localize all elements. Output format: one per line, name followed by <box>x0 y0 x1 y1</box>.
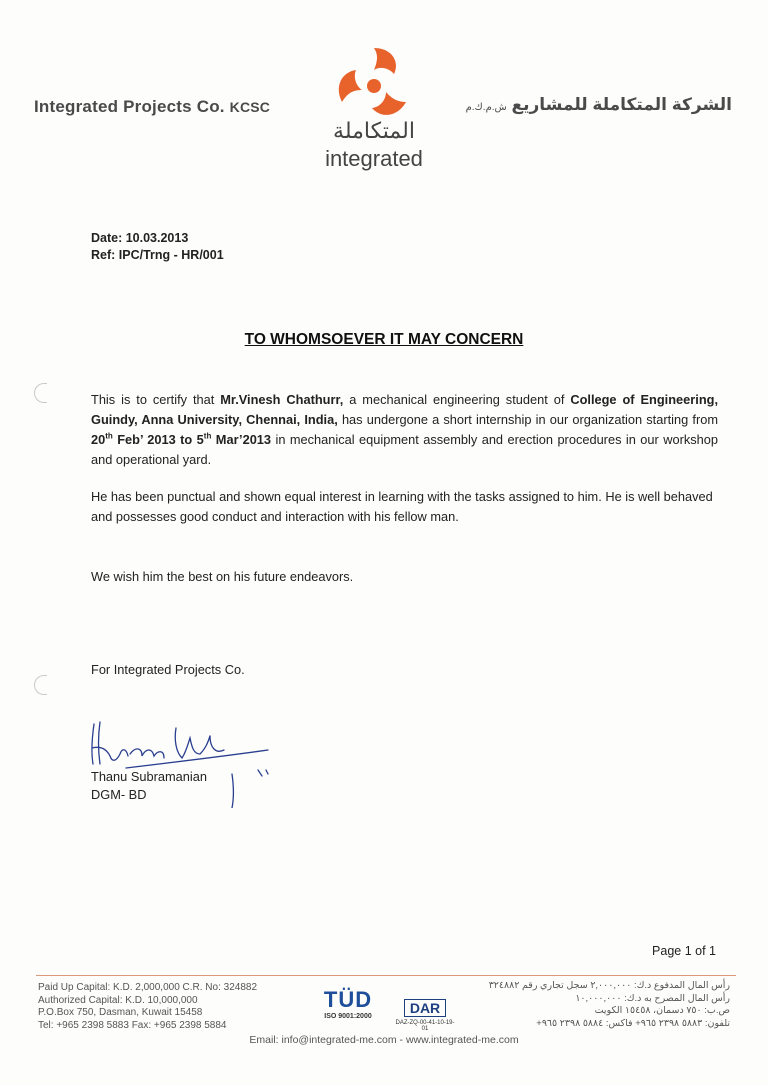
p1-text-a: This is to certify that <box>91 392 221 407</box>
p1-text-b: a mechanical engineering student of <box>343 392 571 407</box>
end-day-suffix: th <box>203 431 212 441</box>
signer-name: Thanu Subramanian <box>91 769 207 784</box>
letter-meta <box>91 230 224 264</box>
signer-block <box>91 768 207 804</box>
logo-arabic-wordmark: المتكاملة <box>333 118 415 143</box>
dar-logo: DAR <box>404 999 446 1017</box>
paragraph-closing: For Integrated Projects Co. <box>91 662 245 677</box>
start-rest: Feb’ 2013 to 5 <box>112 432 204 447</box>
dar-code: DAZ-ZQ-00-41-10-19-01 <box>395 1020 455 1032</box>
page-number: Page 1 of 1 <box>652 944 716 958</box>
company-suffix-en: KCSC <box>229 99 271 115</box>
start-day-suffix: th <box>105 431 113 441</box>
footer-capital-paid: Paid Up Capital: K.D. 2,000,000 C.R. No: 324882 <box>38 982 258 993</box>
footer-capital-authorized: Authorized Capital: K.D. 10,000,000 <box>38 994 198 1006</box>
intern-name: Mr.Vinesh Chathurr, <box>220 392 344 407</box>
logo-english-wordmark: integrated <box>325 146 423 171</box>
footer-address: P.O.Box 750, Dasman, Kuwait 15458 <box>38 1007 203 1018</box>
paragraph-conduct: He has been punctual and shown equal interest in learning with the tasks assigned to him. He is well behaved and possesses good conduct and interaction with his fellow man. <box>91 489 713 524</box>
company-name-ar <box>466 95 732 115</box>
p1-text-d: in mechanical equipment assembly and erection procedures in our workshop and operational yard. <box>91 432 718 467</box>
footer-ar-address: ص.ب: ٧٥٠ دسمان، ١٥٤٥٨ الكويت <box>594 1005 730 1016</box>
internship-dates <box>91 432 271 447</box>
company-name-ar-text: الشركة المتكاملة للمشاريع <box>511 95 732 114</box>
end-rest: Mar’2013 <box>211 432 272 447</box>
letter-ref: Ref: IPC/Trng - HR/001 <box>91 248 224 262</box>
iso-label: ISO 9001:2000 <box>324 1013 372 1020</box>
punch-hole <box>34 675 47 695</box>
footer-ar-phone: تلفون: ٥٨٨٣ ٢٣٩٨ ٩٦٥+ فاكس: ٥٨٨٤ ٢٣٩٨ ٩٦٥+ <box>536 1017 730 1029</box>
start-day: 20 <box>91 432 106 447</box>
footer-ar-capital-authorized: رأس المال المصرح به د.ك: ١٠,٠٠٠,٠٠٠ <box>575 992 730 1004</box>
tuv-certification-mark <box>318 987 378 1020</box>
letter-date: Date: 10.03.2013 <box>91 231 189 245</box>
college-name: College of Engineering, Guindy, Anna University, Chennai, India, <box>91 392 719 427</box>
p1-text-c: has undergone a short internship in our organization starting from <box>337 412 719 427</box>
letter-heading: TO WHOMSOEVER IT MAY CONCERN <box>244 331 524 348</box>
dar-accreditation-mark <box>393 985 457 1032</box>
company-suffix-ar: ش.م.ك.م <box>465 102 507 113</box>
company-logo <box>334 44 414 119</box>
footer-ar-capital-paid: رأس المال المدفوع د.ك: ٢,٠٠٠,٠٠٠ سجل تجاري رقم ٣٢٤٨٨٢ <box>488 980 730 991</box>
company-name-en-text: Integrated Projects Co. <box>34 97 225 116</box>
company-name-en <box>34 97 270 117</box>
footer-phone: Tel: +965 2398 5883 Fax: +965 2398 5884 <box>38 1019 227 1031</box>
footer-divider <box>36 975 736 976</box>
footer-contact-line: Email: info@integrated-me.com - www.integrated-me.com <box>249 1034 519 1046</box>
footer-arabic-details <box>489 980 730 1030</box>
signer-title: DGM- BD <box>91 787 147 802</box>
paragraph-certification <box>91 390 718 470</box>
footer-english-details <box>38 982 257 1032</box>
paragraph-wishes: We wish him the best on his future endeavors. <box>91 569 354 584</box>
punch-hole <box>34 383 47 403</box>
tuv-logo: TÜD <box>323 987 373 1012</box>
